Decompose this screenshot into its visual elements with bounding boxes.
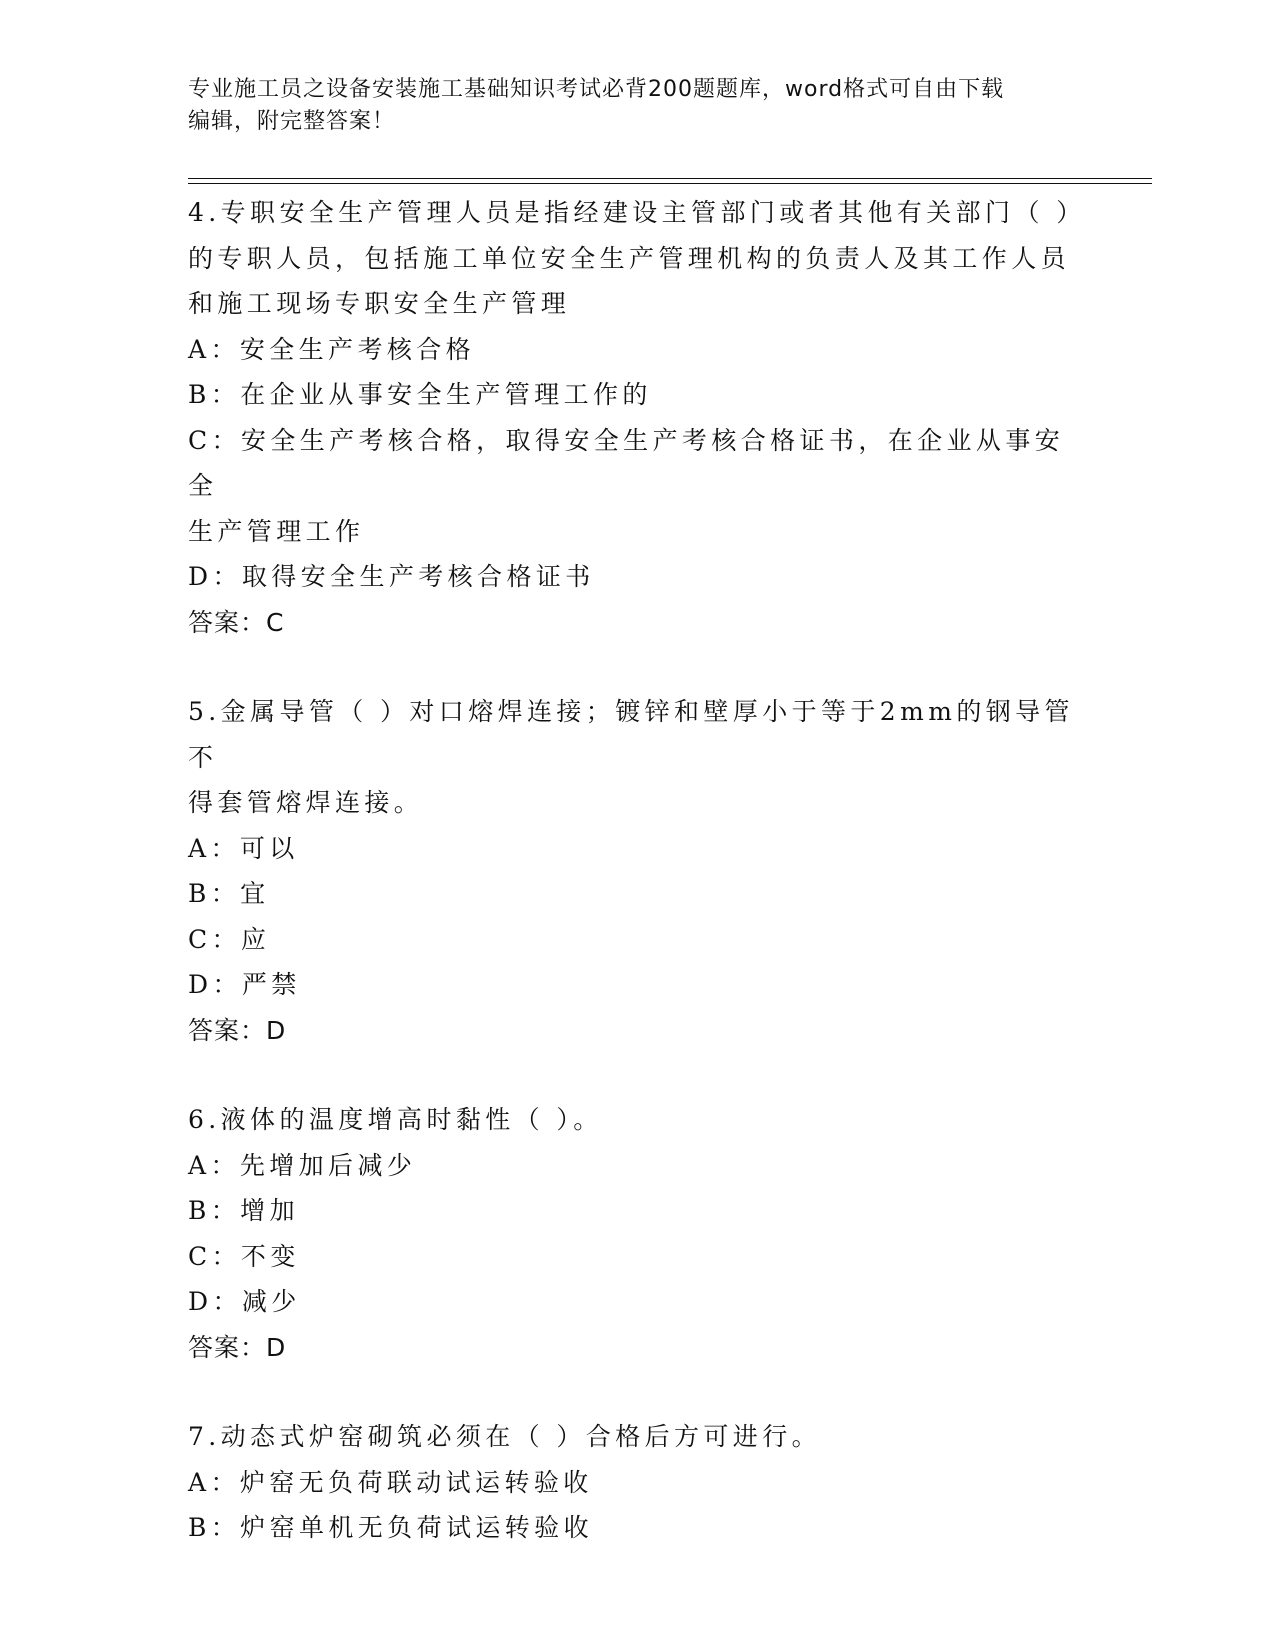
question-stem-line: 6.液体的温度增高时黏性（ ）。 xyxy=(188,1105,603,1134)
answer-option: B：在企业从事安全生产管理工作的 xyxy=(188,380,652,409)
header-rule-bottom xyxy=(188,183,1152,184)
question-block xyxy=(188,1097,1088,1370)
answer-option: 生产管理工作 xyxy=(188,516,365,546)
answer-option: B：增加 xyxy=(188,1196,299,1225)
answer-option: C：安全生产考核合格，取得安全生产考核合格证书，在企业从事安全 xyxy=(188,425,1065,500)
answer-key: 答案：D xyxy=(188,1332,287,1362)
question-block xyxy=(188,190,1088,645)
answer-option: A：炉窑无负荷联动试运转验收 xyxy=(188,1467,593,1497)
answer-option: D：取得安全生产考核合格证书 xyxy=(188,562,595,591)
answer-option: A：可以 xyxy=(188,833,299,863)
answer-option: B：宜 xyxy=(188,879,270,908)
answer-option: C：不变 xyxy=(188,1241,300,1271)
header-rule-top xyxy=(188,178,1152,179)
answer-option: D：减少 xyxy=(188,1287,301,1316)
answer-key: 答案：D xyxy=(188,1015,287,1045)
question-list xyxy=(188,190,1088,1595)
answer-option: C：应 xyxy=(188,924,271,954)
question-stem-line: 4.专职安全生产管理人员是指经建设主管部门或者其他有关部门（ ） xyxy=(188,198,1086,227)
question-stem-line: 5.金属导管（ ）对口熔焊连接；镀锌和壁厚小于等于2mm的钢导管不 xyxy=(188,697,1074,772)
question-stem-line: 的专职人员，包括施工单位安全生产管理机构的负责人及其工作人员 xyxy=(188,243,1071,273)
answer-option: A：安全生产考核合格 xyxy=(188,334,476,364)
answer-option: D：严禁 xyxy=(188,970,301,999)
answer-option: A：先增加后减少 xyxy=(188,1150,417,1180)
question-block xyxy=(188,1414,1088,1551)
document-header xyxy=(188,74,1078,138)
question-stem-line: 得套管熔焊连接。 xyxy=(188,788,424,817)
question-stem-line: 7.动态式炉窑砌筑必须在（ ）合格后方可进行。 xyxy=(188,1422,822,1451)
answer-option: B：炉窑单机无负荷试运转验收 xyxy=(188,1513,593,1542)
header-line-1: 专业施工员之设备安装施工基础知识考试必背200题题库，word格式可自由下载 xyxy=(188,77,1005,102)
answer-key: 答案：C xyxy=(188,607,285,637)
header-line-2: 编辑，附完整答案！ xyxy=(188,109,396,134)
question-stem-line: 和施工现场专职安全生产管理 xyxy=(188,289,571,318)
question-block xyxy=(188,689,1088,1053)
